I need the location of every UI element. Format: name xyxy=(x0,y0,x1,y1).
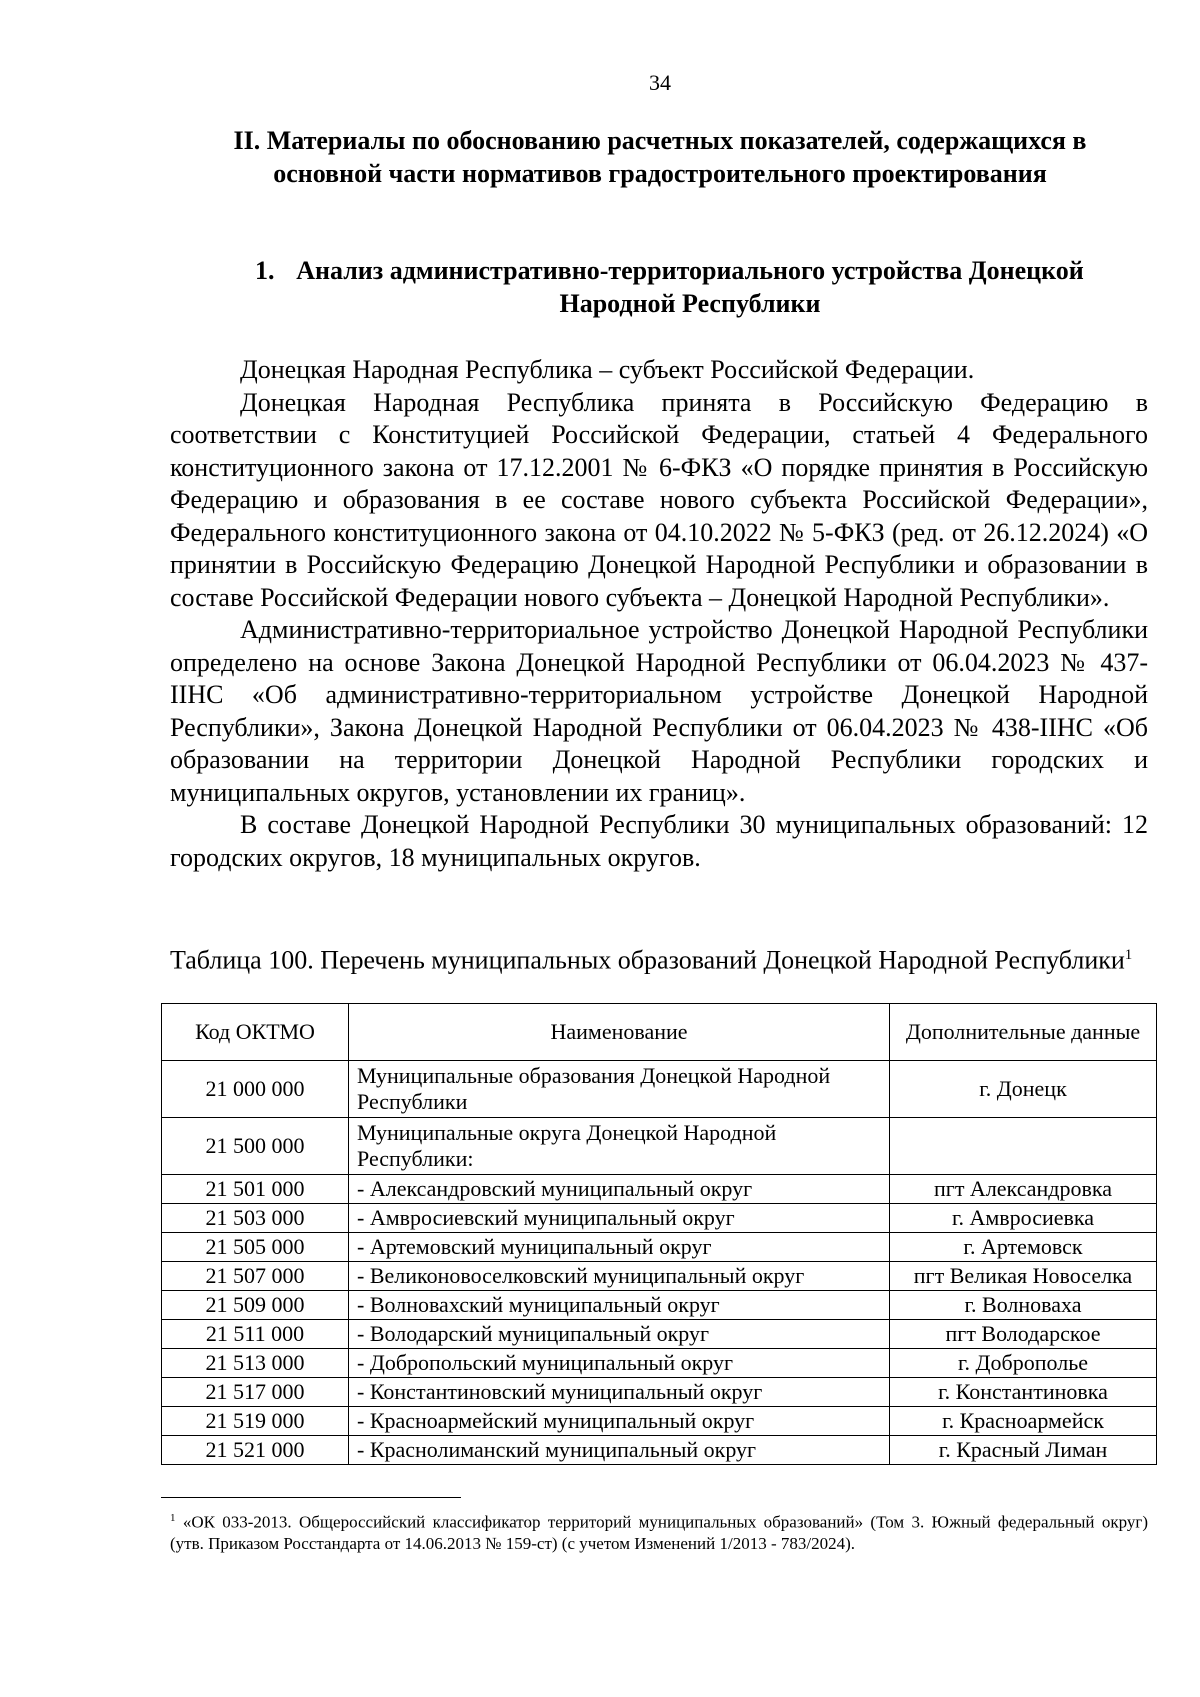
cell-code: 21 509 000 xyxy=(162,1291,349,1320)
table-header-row xyxy=(162,1004,1157,1061)
cell-code: 21 519 000 xyxy=(162,1407,349,1436)
table-row xyxy=(162,1262,1157,1291)
table-row xyxy=(162,1175,1157,1204)
cell-extra: пгт Великая Новоселка xyxy=(890,1262,1157,1291)
table-row xyxy=(162,1118,1157,1175)
cell-extra: г. Доброполье xyxy=(890,1349,1157,1378)
cell-extra: г. Артемовск xyxy=(890,1233,1157,1262)
cell-name: - Добропольский муниципальный округ xyxy=(349,1349,890,1378)
cell-extra: г. Волноваха xyxy=(890,1291,1157,1320)
cell-name: Муниципальные округа Донецкой Народной Республики: xyxy=(349,1118,890,1175)
cell-name: - Красноармейский муниципальный округ xyxy=(349,1407,890,1436)
table-row xyxy=(162,1061,1157,1118)
cell-extra: г. Красный Лиман xyxy=(890,1436,1157,1465)
footnote-text: «ОК 033-2013. Общероссийский классификатор территорий муниципальных образований» (Том 3. Южный федеральный округ) (утв. Приказом Росстандарта от 14.06.2013 № 159-ст) (с учетом Изменений 1/2013 - 783/2024). xyxy=(170,1512,1148,1553)
cell-name: - Артемовский муниципальный округ xyxy=(349,1233,890,1262)
paragraph: Донецкая Народная Республика принята в Российскую Федерацию в соответствии с Конституцией Российской Федерации, статьей 4 Федерального конституционного закона от 17.12.2001 № 6-ФКЗ «О порядке принятия в Российскую Федерацию и образования в ее составе нового субъекта Российской Федерации», Федерального конституционного закона от 04.10.2022 № 5-ФКЗ (ред. от 26.12.2024) «О принятии в Российскую Федерацию Донецкой Народной Республики и образовании в составе Российской Федерации нового субъекта – Донецкой Народной Республики». xyxy=(170,387,1148,612)
cell-code: 21 501 000 xyxy=(162,1175,349,1204)
column-header-extra: Дополнительные данные xyxy=(890,1004,1157,1061)
table-row xyxy=(162,1436,1157,1465)
cell-name: - Константиновский муниципальный округ xyxy=(349,1378,890,1407)
cell-name: - Волновахский муниципальный округ xyxy=(349,1291,890,1320)
column-header-code: Код ОКТМО xyxy=(162,1004,349,1061)
cell-code: 21 000 000 xyxy=(162,1061,349,1118)
column-header-name: Наименование xyxy=(349,1004,890,1061)
cell-extra: пгт Володарское xyxy=(890,1320,1157,1349)
cell-code: 21 517 000 xyxy=(162,1378,349,1407)
cell-code: 21 505 000 xyxy=(162,1233,349,1262)
paragraph: Донецкая Народная Республика – субъект Российской Федерации. xyxy=(240,355,975,384)
cell-code: 21 507 000 xyxy=(162,1262,349,1291)
cell-code: 21 521 000 xyxy=(162,1436,349,1465)
table-row xyxy=(162,1291,1157,1320)
cell-name: - Краснолиманский муниципальный округ xyxy=(349,1436,890,1465)
footnote-divider xyxy=(161,1497,461,1498)
body-text xyxy=(170,354,1148,874)
cell-name: Муниципальные образования Донецкой Народной Республики xyxy=(349,1061,890,1118)
section-title: II. Материалы по обоснованию расчетных показателей, содержащихся в основной части нормативов градостроительного проектирования xyxy=(233,126,1087,188)
cell-extra: г. Донецк xyxy=(890,1061,1157,1118)
paragraph: В составе Донецкой Народной Республики 30 муниципальных образований: 12 городских округов, 18 муниципальных округов. xyxy=(170,810,1148,872)
cell-code: 21 503 000 xyxy=(162,1204,349,1233)
table-row xyxy=(162,1378,1157,1407)
cell-extra: г. Красноармейск xyxy=(890,1407,1157,1436)
paragraph: Административно-территориальное устройство Донецкой Народной Республики определено на основе Закона Донецкой Народной Республики от 06.04.2023 № 437-IIНС «Об административно-территориальном устройстве Донецкой Народной Республики», Закона Донецкой Народной Республики от 06.04.2023 № 438-IIНС «Об образовании на территории Донецкой Народной Республики городских и муниципальных округов, установлении их границ». xyxy=(170,615,1148,807)
footnote-mark: 1 xyxy=(170,1512,176,1524)
subsection-title: Анализ административно-территориального устройства Донецкой Народной Республики xyxy=(296,256,1084,318)
footnote-reference: 1 xyxy=(1124,947,1133,963)
table-row xyxy=(162,1233,1157,1262)
cell-code: 21 513 000 xyxy=(162,1349,349,1378)
table-row xyxy=(162,1204,1157,1233)
cell-extra: пгт Александровка xyxy=(890,1175,1157,1204)
footnote xyxy=(170,1508,1148,1554)
cell-extra xyxy=(890,1118,1157,1175)
cell-extra: г. Амвросиевка xyxy=(890,1204,1157,1233)
cell-name: - Великоновоселковский муниципальный округ xyxy=(349,1262,890,1291)
cell-code: 21 500 000 xyxy=(162,1118,349,1175)
subsection-heading xyxy=(255,254,1085,320)
cell-code: 21 511 000 xyxy=(162,1320,349,1349)
cell-name: - Амвросиевский муниципальный округ xyxy=(349,1204,890,1233)
table-caption-text: Таблица 100. Перечень муниципальных образований Донецкой Народной Республики xyxy=(170,945,1125,975)
cell-extra: г. Константиновка xyxy=(890,1378,1157,1407)
table-caption xyxy=(170,940,1148,976)
table-row xyxy=(162,1407,1157,1436)
cell-name: - Александровский муниципальный округ xyxy=(349,1175,890,1204)
municipalities-table xyxy=(161,1003,1157,1465)
subsection-number: 1. xyxy=(255,256,275,285)
cell-name: - Володарский муниципальный округ xyxy=(349,1320,890,1349)
page-number: 34 xyxy=(649,70,671,95)
table-row xyxy=(162,1320,1157,1349)
table-row xyxy=(162,1349,1157,1378)
